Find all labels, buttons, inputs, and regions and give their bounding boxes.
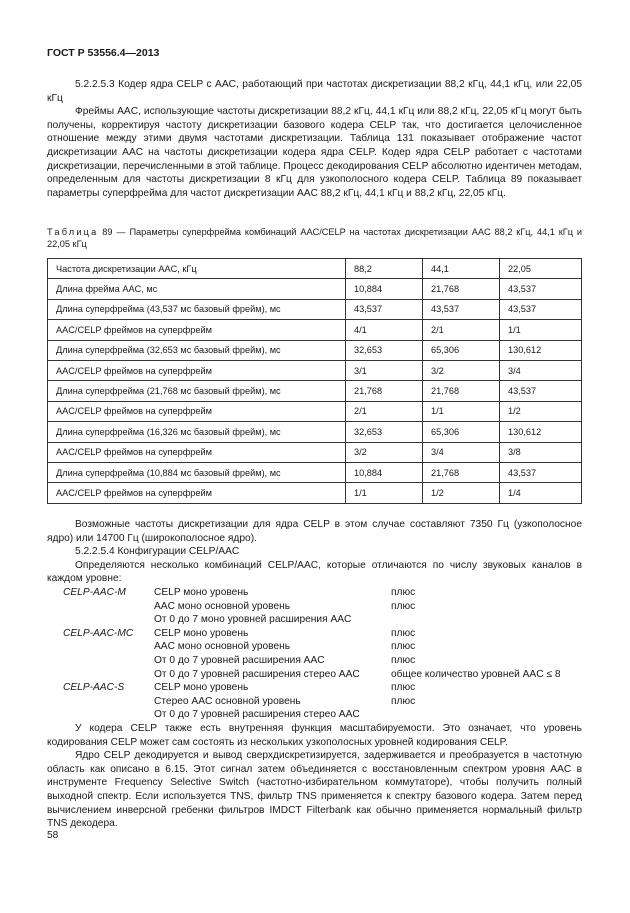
table-cell: 43,537 (500, 462, 582, 482)
table-cell: 1/2 (423, 483, 500, 503)
config-row (47, 708, 582, 722)
config-row (47, 627, 582, 641)
table-cell: 43,537 (500, 381, 582, 401)
table-cell: AAC/CELP фреймов на суперфрейм (48, 320, 346, 340)
table-cell: 10,884 (346, 279, 423, 299)
table-cell: 43,537 (500, 299, 582, 319)
table-caption-text: 89 — Параметры суперфрейма комбинаций AAC/CELP на частотах дискретизации AAC 88,2 кГц, 44,1 кГц и 22,05 кГц (47, 227, 582, 250)
paragraph-sampling-rates: Возможные частоты дискретизации для ядра CELP в этом случае составляют 7350 Гц (узкополосное ядро) или 14700 Гц (широкополосное ядро). (47, 519, 582, 544)
config-row (47, 586, 582, 600)
table-cell: 88,2 (346, 259, 423, 279)
table-cell: 65,306 (423, 340, 500, 360)
config-row (47, 613, 582, 627)
table-cell: 43,537 (500, 279, 582, 299)
document-header: ГОСТ Р 53556.4—2013 (47, 47, 160, 59)
table-cell: 21,768 (423, 462, 500, 482)
table-row (48, 340, 582, 360)
table-row (48, 401, 582, 421)
superframe-parameters-table (47, 258, 582, 504)
table-cell: Частота дискретизации AAC, кГц (48, 259, 346, 279)
table-row (48, 462, 582, 482)
config-layer: От 0 до 7 уровней расширения стерео AAC (154, 709, 360, 721)
paragraph-combinations: Определяются несколько комбинаций CELP/AAC, которые отличаются по числу звуковых каналов в каждом уровне: (47, 559, 582, 585)
paragraph-core-decoding: Ядро CELP декодируется и вывод сверхдискретизируется, задерживается и преобразуется в частотную область как описано в 6.15. Этот сигнал затем объединяется с восстановленным спектром уровня AAC в инструменте Frequency Selective Switch (частотно-избирательном коммутаторе), чтобы получить полный выходной спектр. Если используется TNS, фильтр TNS применяется к спектру базового кодера. Затем перед вычислением инверсной гребенки фильтров IMDCT Filterbank как обычно применяется нормальный фильтр TNS декодера. (47, 750, 582, 830)
section-heading-5-2-2-5-4: 5.2.2.5.4 Конфигурации CELP/AAC (75, 546, 240, 558)
table-cell: 1/2 (500, 401, 582, 421)
config-row (47, 681, 582, 695)
table-cell: AAC/CELP фреймов на суперфрейм (48, 401, 346, 421)
table-cell: 3/4 (423, 442, 500, 462)
table-cell: Длина суперфрейма (32,653 мс базовый фрейм), мс (48, 340, 346, 360)
table-row (48, 381, 582, 401)
config-name: CELP-AAC-S (63, 682, 125, 694)
config-note: плюс (391, 587, 416, 598)
table-caption (47, 226, 582, 251)
table-cell: 2/1 (346, 401, 423, 421)
table-cell: 43,537 (423, 299, 500, 319)
table-row (48, 442, 582, 462)
table-cell: Длина суперфрейма (10,884 мс базовый фрейм), мс (48, 462, 346, 482)
table-row (48, 299, 582, 319)
table-cell: AAC/CELP фреймов на суперфрейм (48, 360, 346, 380)
table-cell: 130,612 (500, 422, 582, 442)
config-layer: CELP моно уровень (154, 627, 249, 639)
config-name: CELP-AAC-M (63, 587, 126, 598)
config-row (47, 695, 582, 709)
config-layer: CELP моно уровень (154, 587, 249, 598)
table-cell: 21,768 (423, 381, 500, 401)
table-cell: Длина фрейма AAC, мс (48, 279, 346, 299)
table-row (48, 279, 582, 299)
paragraph-aac-frames: Фреймы AAC, использующие частоты дискретизации 88,2 кГц, 44,1 кГц или 88,2 кГц, 22,05 кГц могут быть получены, корректируя частоту дискретизации базового кодера CELP так, что достигается целочисленное отношение между этими двумя частотами дискретизации. Таблица 131 показывает отображение частот дискретизации AAC на частоты дискретизации кодера ядра CELP. Кодер ядра CELP работает с частотами дискретизации, перечисленными в этой таблице. Процесс декодирования CELP абсолютно идентичен методам, определенным для частоты дискретизации 8 кГц для узкополосного кодера CELP. Таблица 89 показывает параметры суперфрейма для частот дискретизации AAC 88,2 кГц, 44,1 кГц и 88,2 кГц, 22,05 кГц. (47, 106, 582, 199)
table-cell: Длина суперфрейма (16,326 мс базовый фрейм), мс (48, 422, 346, 442)
table-cell: AAC/CELP фреймов на суперфрейм (48, 442, 346, 462)
table-cell: 1/1 (346, 483, 423, 503)
table-cell: AAC/CELP фреймов на суперфрейм (48, 483, 346, 503)
table-cell: 3/4 (500, 360, 582, 380)
table-cell: 3/1 (346, 360, 423, 380)
table-row (48, 259, 582, 279)
table-cell: 65,306 (423, 422, 500, 442)
config-layer: Стерео AAC основной уровень (154, 695, 301, 707)
config-name: CELP-AAC-MC (63, 627, 134, 639)
table-cell: 3/8 (500, 442, 582, 462)
page-number: 58 (47, 830, 59, 841)
table-caption-prefix: Таблица (47, 227, 99, 237)
table-cell: 43,537 (346, 299, 423, 319)
config-note: плюс (391, 600, 416, 612)
config-layer: От 0 до 7 уровней расширения стерео AAC (154, 668, 360, 680)
config-layer: AAC моно основной уровень (154, 641, 291, 653)
after-table-section (47, 518, 582, 586)
config-layer: От 0 до 7 уровней расширения AAC (154, 654, 325, 666)
table-cell: 1/1 (500, 320, 582, 340)
table-cell: 32,653 (346, 340, 423, 360)
table-row (48, 422, 582, 442)
configuration-list (47, 586, 582, 722)
table-cell: 44,1 (423, 259, 500, 279)
intro-section (47, 78, 582, 200)
config-note: плюс (391, 641, 416, 653)
table-row (48, 360, 582, 380)
table-cell: 1/1 (423, 401, 500, 421)
table-cell: 21,768 (423, 279, 500, 299)
paragraph-scalability: У кодера CELP также есть внутренняя функция масштабируемости. Это означает, что уровень кодирования CELP может сам состоять из нескольких узкополосных уровней кодирования CELP. (47, 723, 582, 748)
config-note: плюс (391, 654, 416, 666)
table-row (48, 483, 582, 503)
config-row (47, 600, 582, 614)
table-cell: 3/2 (346, 442, 423, 462)
table-cell: 130,612 (500, 340, 582, 360)
closing-section (47, 722, 582, 831)
config-note: плюс (391, 627, 416, 639)
config-row (47, 668, 582, 682)
config-row (47, 654, 582, 668)
table-cell: 3/2 (423, 360, 500, 380)
section-heading-5-2-2-5-3: 5.2.2.5.3 Кодер ядра CELP с AAC, работающий при частотах дискретизации 88,2 кГц, 44,1 кГц, или 22,05 кГц (47, 79, 582, 104)
config-note: общее количество уровней AAC ≤ 8 (391, 668, 561, 680)
config-note: плюс (391, 695, 416, 707)
table-cell: 4/1 (346, 320, 423, 340)
config-layer: CELP моно уровень (154, 682, 249, 694)
config-row (47, 640, 582, 654)
config-note: плюс (391, 682, 416, 694)
table-cell: 21,768 (346, 381, 423, 401)
table-cell: 1/4 (500, 483, 582, 503)
config-layer: От 0 до 7 моно уровней расширения AAC (154, 614, 352, 626)
table-cell: Длина суперфрейма (21,768 мс базовый фрейм), мс (48, 381, 346, 401)
table-cell: 2/1 (423, 320, 500, 340)
table-cell: 22,05 (500, 259, 582, 279)
table-cell: 32,653 (346, 422, 423, 442)
table-row (48, 320, 582, 340)
table-cell: 10,884 (346, 462, 423, 482)
config-layer: AAC моно основной уровень (154, 600, 291, 612)
table-cell: Длина суперфрейма (43,537 мс базовый фрейм), мс (48, 299, 346, 319)
